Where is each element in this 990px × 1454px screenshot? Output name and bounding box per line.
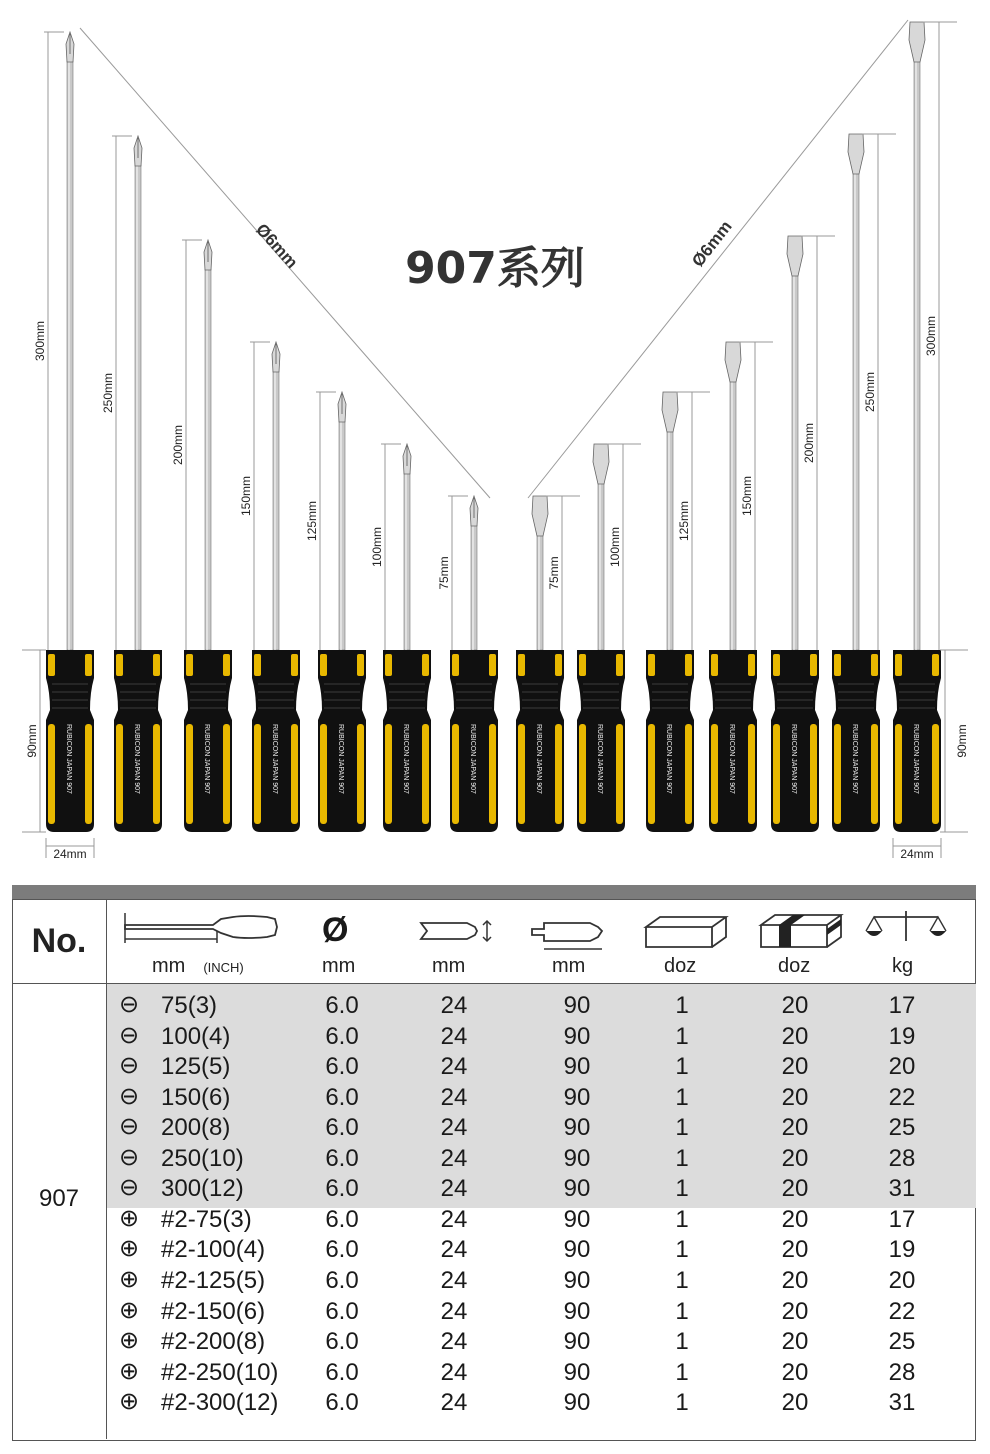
handle-length-cell: 90 (563, 1022, 591, 1050)
brand-text: RUBICON JAPAN 907 (535, 724, 542, 794)
slotted-screwdriver (577, 444, 641, 832)
handle-diameter-cell: 24 (440, 1053, 468, 1081)
box-qty-cell: 1 (675, 1022, 689, 1050)
box-qty-cell: 1 (675, 1328, 689, 1356)
box-qty-cell: 1 (675, 1175, 689, 1203)
size-cell: #2-300(12) (161, 1389, 279, 1417)
carton-qty-cell: 20 (781, 1083, 809, 1111)
box-qty-cell: 1 (675, 1297, 689, 1325)
diameter-cell: 6.0 (325, 1266, 359, 1294)
box-qty-cell: 1 (675, 1114, 689, 1142)
table-row (107, 1143, 976, 1174)
carton-unit: doz (778, 955, 811, 977)
handle-diameter-cell: 24 (440, 992, 468, 1019)
handle-diameter-unit: mm (432, 955, 466, 977)
handle-diameter-cell: 24 (440, 1297, 468, 1325)
weight-cell: 28 (888, 1144, 916, 1172)
length-label: 75mm (437, 556, 451, 590)
handle-diameter-icon (417, 915, 497, 955)
carton-qty-cell: 20 (781, 1144, 809, 1172)
slotted-screwdriver (709, 342, 773, 832)
handle-length-cell: 90 (563, 992, 591, 1019)
table-row (107, 1265, 976, 1296)
tip-type-icon: ⊕ (119, 1326, 140, 1355)
brand-text: RUBICON JAPAN 907 (790, 724, 797, 794)
tip-type-icon: ⊖ (119, 990, 140, 1018)
box-qty-cell: 1 (675, 1205, 689, 1233)
weight-cell: 17 (888, 992, 916, 1019)
series-title: 907系列 (405, 243, 585, 294)
carton-qty-cell: 20 (781, 1266, 809, 1294)
carton-icon (757, 913, 847, 953)
tip-type-icon: ⊖ (119, 1173, 140, 1202)
table-row (107, 1082, 976, 1113)
diameter-unit: mm (322, 955, 356, 977)
length-label: 100mm (370, 526, 384, 568)
weight-unit: kg (892, 955, 914, 977)
diameter-label: Ø6mm (252, 219, 302, 273)
diameter-cell: 6.0 (325, 1083, 359, 1111)
carton-qty-cell: 20 (781, 1358, 809, 1386)
weight-cell: 25 (888, 1114, 916, 1142)
phillips-screwdriver (239, 342, 300, 832)
box-qty-cell: 1 (675, 1266, 689, 1294)
spec-table (12, 885, 976, 1440)
brand-text: RUBICON JAPAN 907 (271, 724, 278, 794)
table-row (107, 1204, 976, 1235)
handle-length-cell: 90 (563, 1358, 591, 1386)
handle-diameter-cell: 24 (440, 1022, 468, 1050)
box-icon (642, 915, 732, 955)
diameter-label: Ø6mm (688, 217, 736, 271)
handle-length-cell: 90 (563, 1144, 591, 1172)
handle-length-cell: 90 (563, 1205, 591, 1233)
brand-text: RUBICON JAPAN 907 (728, 724, 735, 794)
tip-type-icon: ⊕ (119, 1203, 140, 1232)
diameter-cell: 6.0 (325, 992, 359, 1019)
diameter-cell: 6.0 (325, 1328, 359, 1356)
weight-cell: 22 (888, 1083, 916, 1111)
box-qty-cell: 1 (675, 1236, 689, 1264)
diameter-icon: Ø (322, 911, 349, 949)
tip-type-icon: ⊖ (119, 1081, 140, 1110)
tip-type-icon: ⊖ (119, 1051, 140, 1080)
series-number: 907 (38, 1185, 80, 1212)
slotted-screwdriver (516, 496, 580, 832)
length-label: 125mm (677, 500, 691, 542)
handle-diameter-cell: 24 (440, 1175, 468, 1203)
carton-qty-cell: 20 (781, 1205, 809, 1233)
tip-type-icon: ⊖ (119, 1142, 140, 1171)
handle-width-label: 24mm (900, 847, 934, 861)
table-row (107, 1051, 976, 1082)
handle-diameter-cell: 24 (440, 1205, 468, 1233)
size-cell: 300(12) (161, 1175, 244, 1203)
box-qty-cell: 1 (675, 1358, 689, 1386)
size-cell: 250(10) (161, 1144, 244, 1172)
tip-type-icon: ⊕ (119, 1387, 140, 1416)
slotted-screwdriver (832, 134, 896, 832)
scale-icon (864, 907, 948, 951)
size-cell: 100(4) (161, 1022, 231, 1050)
handle-diameter-cell: 24 (440, 1389, 468, 1417)
handle-length-cell: 90 (563, 1266, 591, 1294)
size-cell: #2-75(3) (161, 1205, 252, 1233)
length-label: 125mm (305, 500, 319, 542)
carton-qty-cell: 20 (781, 1389, 809, 1417)
box-qty-cell: 1 (675, 1083, 689, 1111)
size-cell: #2-150(6) (161, 1297, 266, 1325)
weight-cell: 31 (888, 1175, 916, 1203)
diameter-cell: 6.0 (325, 1144, 359, 1172)
tip-type-icon: ⊕ (119, 1295, 140, 1324)
weight-cell: 22 (888, 1297, 916, 1325)
handle-length-cell: 90 (563, 1236, 591, 1264)
slotted-screwdriver (771, 236, 835, 832)
weight-cell: 17 (888, 1205, 916, 1233)
length-label: 300mm (924, 315, 938, 357)
phillips-screwdriver (33, 32, 94, 832)
box-unit: doz (664, 955, 697, 977)
carton-qty-cell: 20 (781, 1297, 809, 1325)
table-row (107, 1173, 976, 1204)
tip-type-icon: ⊖ (119, 1020, 140, 1049)
brand-text: RUBICON JAPAN 907 (469, 724, 476, 794)
size-cell: 75(3) (161, 992, 218, 1019)
table-row (107, 1387, 976, 1418)
size-unit (152, 955, 244, 978)
tip-type-icon: ⊕ (119, 1234, 140, 1263)
length-label: 250mm (863, 371, 877, 413)
size-cell: 125(5) (161, 1053, 231, 1081)
table-row (107, 1021, 976, 1052)
size-cell: 200(8) (161, 1114, 231, 1142)
table-row (107, 1326, 976, 1357)
weight-cell: 19 (888, 1022, 916, 1050)
size-cell: #2-200(8) (161, 1328, 266, 1356)
diameter-cell: 6.0 (325, 1389, 359, 1417)
handle-diameter-cell: 24 (440, 1144, 468, 1172)
handle-diameter-cell: 24 (440, 1266, 468, 1294)
size-cell: 150(6) (161, 1083, 231, 1111)
brand-text: RUBICON JAPAN 907 (65, 724, 72, 794)
size-cell: #2-125(5) (161, 1266, 266, 1294)
handle-length-label: 90mm (955, 724, 969, 758)
carton-qty-cell: 20 (781, 1236, 809, 1264)
carton-qty-cell: 20 (781, 1328, 809, 1356)
length-label: 250mm (101, 372, 115, 414)
carton-qty-cell: 20 (781, 992, 809, 1019)
brand-text: RUBICON JAPAN 907 (851, 724, 858, 794)
handle-length-label: 90mm (25, 724, 39, 758)
handle-diameter-cell: 24 (440, 1083, 468, 1111)
brand-text: RUBICON JAPAN 907 (133, 724, 140, 794)
handle-diameter-cell: 24 (440, 1358, 468, 1386)
weight-cell: 28 (888, 1358, 916, 1386)
slotted-screwdriver (893, 22, 957, 832)
header-divider (12, 983, 976, 984)
size-cell: #2-100(4) (161, 1236, 266, 1264)
brand-text: RUBICON JAPAN 907 (596, 724, 603, 794)
tip-type-icon: ⊕ (119, 1264, 140, 1293)
table-top-bar (12, 885, 976, 899)
no-header: No. (31, 921, 87, 960)
length-label: 200mm (802, 422, 816, 464)
brand-text: RUBICON JAPAN 907 (337, 724, 344, 794)
length-label: 300mm (33, 320, 47, 362)
handle-diameter-cell: 24 (440, 1328, 468, 1356)
table-row (107, 1112, 976, 1143)
handle-length-unit: mm (552, 955, 586, 977)
table-row (107, 1296, 976, 1327)
phillips-screwdriver (101, 136, 162, 832)
phillips-screwdriver (305, 392, 366, 832)
phillips-screwdriver (171, 240, 232, 832)
length-label: 75mm (547, 556, 561, 590)
brand-text: RUBICON JAPAN 907 (402, 724, 409, 794)
size-unit-mm: mm (152, 955, 186, 977)
weight-cell: 25 (888, 1328, 916, 1356)
box-qty-cell: 1 (675, 992, 689, 1019)
weight-cell: 19 (888, 1236, 916, 1264)
phillips-screwdriver (370, 444, 431, 832)
phillips-screwdriver (437, 496, 498, 832)
handle-diameter-cell: 24 (440, 1236, 468, 1264)
size-cell: #2-250(10) (161, 1358, 279, 1386)
length-label: 200mm (171, 424, 185, 466)
handle-length-cell: 90 (563, 1389, 591, 1417)
diameter-cell: 6.0 (325, 1205, 359, 1233)
diameter-cell: 6.0 (325, 1358, 359, 1386)
brand-text: RUBICON JAPAN 907 (912, 724, 919, 794)
carton-qty-cell: 20 (781, 1175, 809, 1203)
size-unit-inch: (INCH) (203, 960, 244, 975)
handle-length-cell: 90 (563, 1328, 591, 1356)
brand-text: RUBICON JAPAN 907 (665, 724, 672, 794)
box-qty-cell: 1 (675, 1144, 689, 1172)
table-row (107, 1357, 976, 1388)
table-row (107, 1234, 976, 1265)
weight-cell: 31 (888, 1389, 916, 1417)
diameter-cell: 6.0 (325, 1175, 359, 1203)
diameter-cell: 6.0 (325, 1022, 359, 1050)
handle-length-cell: 90 (563, 1297, 591, 1325)
weight-cell: 20 (888, 1053, 916, 1081)
box-qty-cell: 1 (675, 1053, 689, 1081)
diameter-cell: 6.0 (325, 1297, 359, 1325)
handle-length-cell: 90 (563, 1053, 591, 1081)
table-row (107, 990, 976, 1021)
carton-qty-cell: 20 (781, 1114, 809, 1142)
diameter-cell: 6.0 (325, 1114, 359, 1142)
handle-length-cell: 90 (563, 1114, 591, 1142)
carton-qty-cell: 20 (781, 1053, 809, 1081)
carton-qty-cell: 20 (781, 1022, 809, 1050)
length-label: 100mm (608, 526, 622, 568)
diameter-cell: 6.0 (325, 1236, 359, 1264)
slotted-screwdriver (646, 392, 710, 832)
handle-width-label: 24mm (53, 847, 87, 861)
weight-cell: 20 (888, 1266, 916, 1294)
handle-diameter-cell: 24 (440, 1114, 468, 1142)
tip-type-icon: ⊖ (119, 1112, 140, 1141)
handle-length-cell: 90 (563, 1175, 591, 1203)
handle-length-cell: 90 (563, 1083, 591, 1111)
brand-text: RUBICON JAPAN 907 (203, 724, 210, 794)
length-label: 150mm (740, 475, 754, 517)
diameter-cell: 6.0 (325, 1053, 359, 1081)
blade-length-icon (117, 907, 297, 947)
tip-type-icon: ⊕ (119, 1356, 140, 1385)
length-label: 150mm (239, 475, 253, 517)
box-qty-cell: 1 (675, 1389, 689, 1417)
